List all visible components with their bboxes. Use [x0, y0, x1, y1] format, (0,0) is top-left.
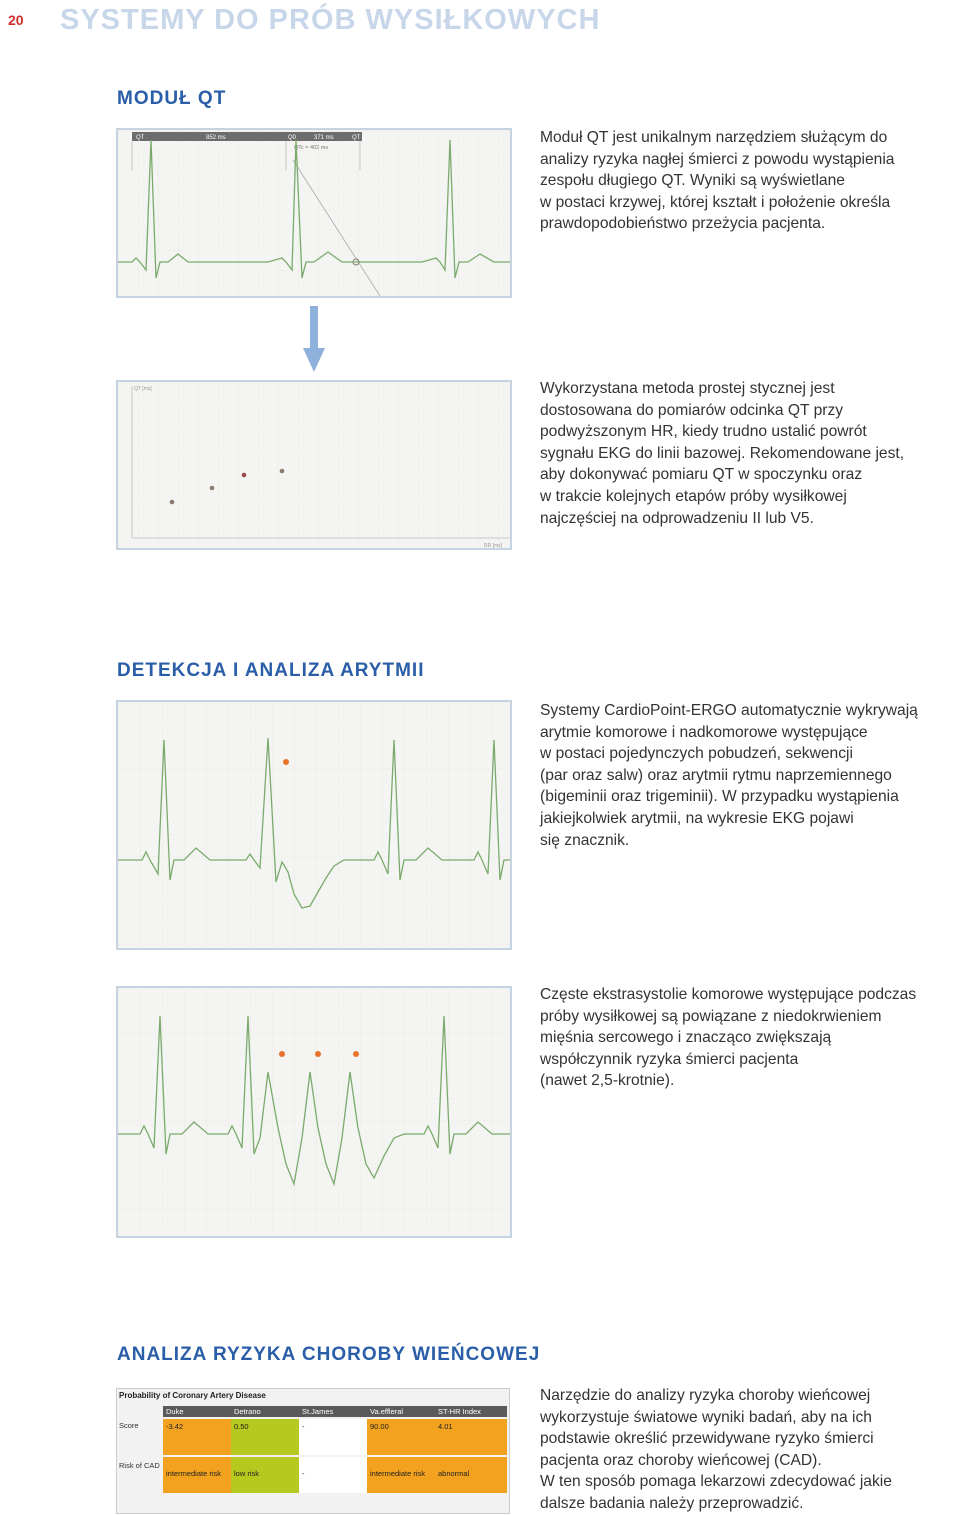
q0-value: 371 ms [314, 135, 334, 141]
arrhythmia-marker [315, 1051, 321, 1057]
qt-point [210, 486, 215, 491]
cad-risk-vaeffleral: intermediate risk [367, 1457, 435, 1493]
page-title: SYSTEMY DO PRÓB WYSIŁKOWYCH [60, 4, 601, 36]
cad-col-sthr: ST-HR Index [435, 1406, 507, 1417]
cad-risk-sthr: abnormal [435, 1457, 507, 1493]
cad-col-stjames: St.James [299, 1406, 367, 1417]
arr-ecg-panel-1 [116, 700, 512, 950]
page-number: 20 [8, 12, 24, 28]
qtc-label: QTc = 402 ms [294, 145, 329, 151]
cad-table [116, 1388, 510, 1514]
cad-table-title: Probability of Coronary Artery Disease [119, 1391, 266, 1400]
arrhythmia-marker [353, 1051, 359, 1057]
q0-label: Q0 [288, 135, 297, 141]
cad-score-vaeffleral: 90.00 [367, 1419, 435, 1455]
qt-point [170, 500, 175, 505]
qt-value: 852 ms [206, 135, 226, 141]
cad-risk-detrano: low risk [231, 1457, 299, 1493]
cad-row-score-label: Score [119, 1421, 139, 1430]
cad-score-detrano: 0.50 [231, 1419, 299, 1455]
down-arrow-icon [303, 306, 325, 372]
cad-col-duke: Duke [163, 1406, 231, 1417]
cad-col-vaeffleral: Va.effleral [367, 1406, 435, 1417]
arr-heading: DETEKCJA I ANALIZA ARYTMII [117, 660, 425, 681]
qt-heading: MODUŁ QT [117, 88, 227, 109]
cad-risk-duke: intermediate risk [163, 1457, 231, 1493]
qt-point [280, 469, 285, 474]
arrhythmia-marker [279, 1051, 285, 1057]
qt-method-description: Wykorzystana metoda prostej stycznej jest dostosowana do pomiarów odcinka QT przy podwyższonym HR, kiedy trudno ustalić powrót sygnału EKG do linii bazowej. Rekomendowane jest, aby dokonywać pomiaru QT w spoczynku oraz w trakcie kolejnych etapów próby wysiłkowej najczęściej na odprowadzeniu II lub V5. [540, 380, 905, 527]
cad-score-stjames: - [299, 1419, 367, 1455]
qt-description: Moduł QT jest unikalnym narzędziem służącym do analizy ryzyka nagłej śmierci z powodu wystąpienia zespołu długiego QT. Wyniki są wyświetlane w postaci krzywej, której kształt i położenie określa prawdopodobieństwo przeżycia pacjenta. [540, 129, 895, 233]
cad-col-detrano: Detrano [231, 1406, 299, 1417]
qt-rr-plot [118, 382, 510, 548]
arr-ecg-panel-2 [116, 986, 512, 1238]
arr-pvc-description: Częste ekstrasystolie komorowe występujące podczas próby wysiłkowej są powiązane z niedokrwieniem mięśnia sercowego i znacząco zwiększają współczynnik ryzyka śmierci pacjenta (nawet 2,5-krotnie). [540, 986, 917, 1090]
cad-score-duke: -3.42 [163, 1419, 231, 1455]
cad-description: Narzędzie do analizy ryzyka choroby wieńcowej wykorzystuje światowe wyniki badań, aby na ich podstawie określić przewidywane ryzyko śmierci pacjenta oraz choroby wieńcowej (CAD). W ten sposób pomaga lekarzowi zdecydować jakie dalsze badania należy przeprowadzić. [540, 1387, 892, 1512]
arr-ecg-chart-2 [118, 988, 510, 1236]
qt-rr-panel [116, 380, 512, 550]
qt-ecg-panel [116, 128, 512, 298]
cad-row-risk-label: Risk of CAD [119, 1461, 160, 1470]
cad-risk-stjames: - [299, 1457, 367, 1493]
arrhythmia-marker [283, 759, 289, 765]
qt-label: QT [136, 135, 145, 141]
plot-x-unit: RR [ms] [484, 543, 503, 548]
qt-point [242, 473, 247, 478]
qt2-label: QT [352, 135, 361, 141]
qt-ecg-chart [118, 130, 510, 296]
cad-heading: ANALIZA RYZYKA CHOROBY WIEŃCOWEJ [117, 1344, 541, 1365]
plot-y-title: QT [ms] [134, 386, 152, 392]
cad-score-sthr: 4.01 [435, 1419, 507, 1455]
arr-description: Systemy CardioPoint-ERGO automatycznie wykrywają arytmie komorowe i nadkomorowe występujące w postaci pojedynczych pobudzeń, sekwencji (par oraz salw) oraz arytmii rytmu naprzemiennego (bigeminii oraz trigeminii). W przypadku wystąpienia jakiejkolwiek arytmii, na wykresie EKG pojawi się znacznik. [540, 702, 918, 849]
arr-ecg-chart-1 [118, 702, 510, 948]
